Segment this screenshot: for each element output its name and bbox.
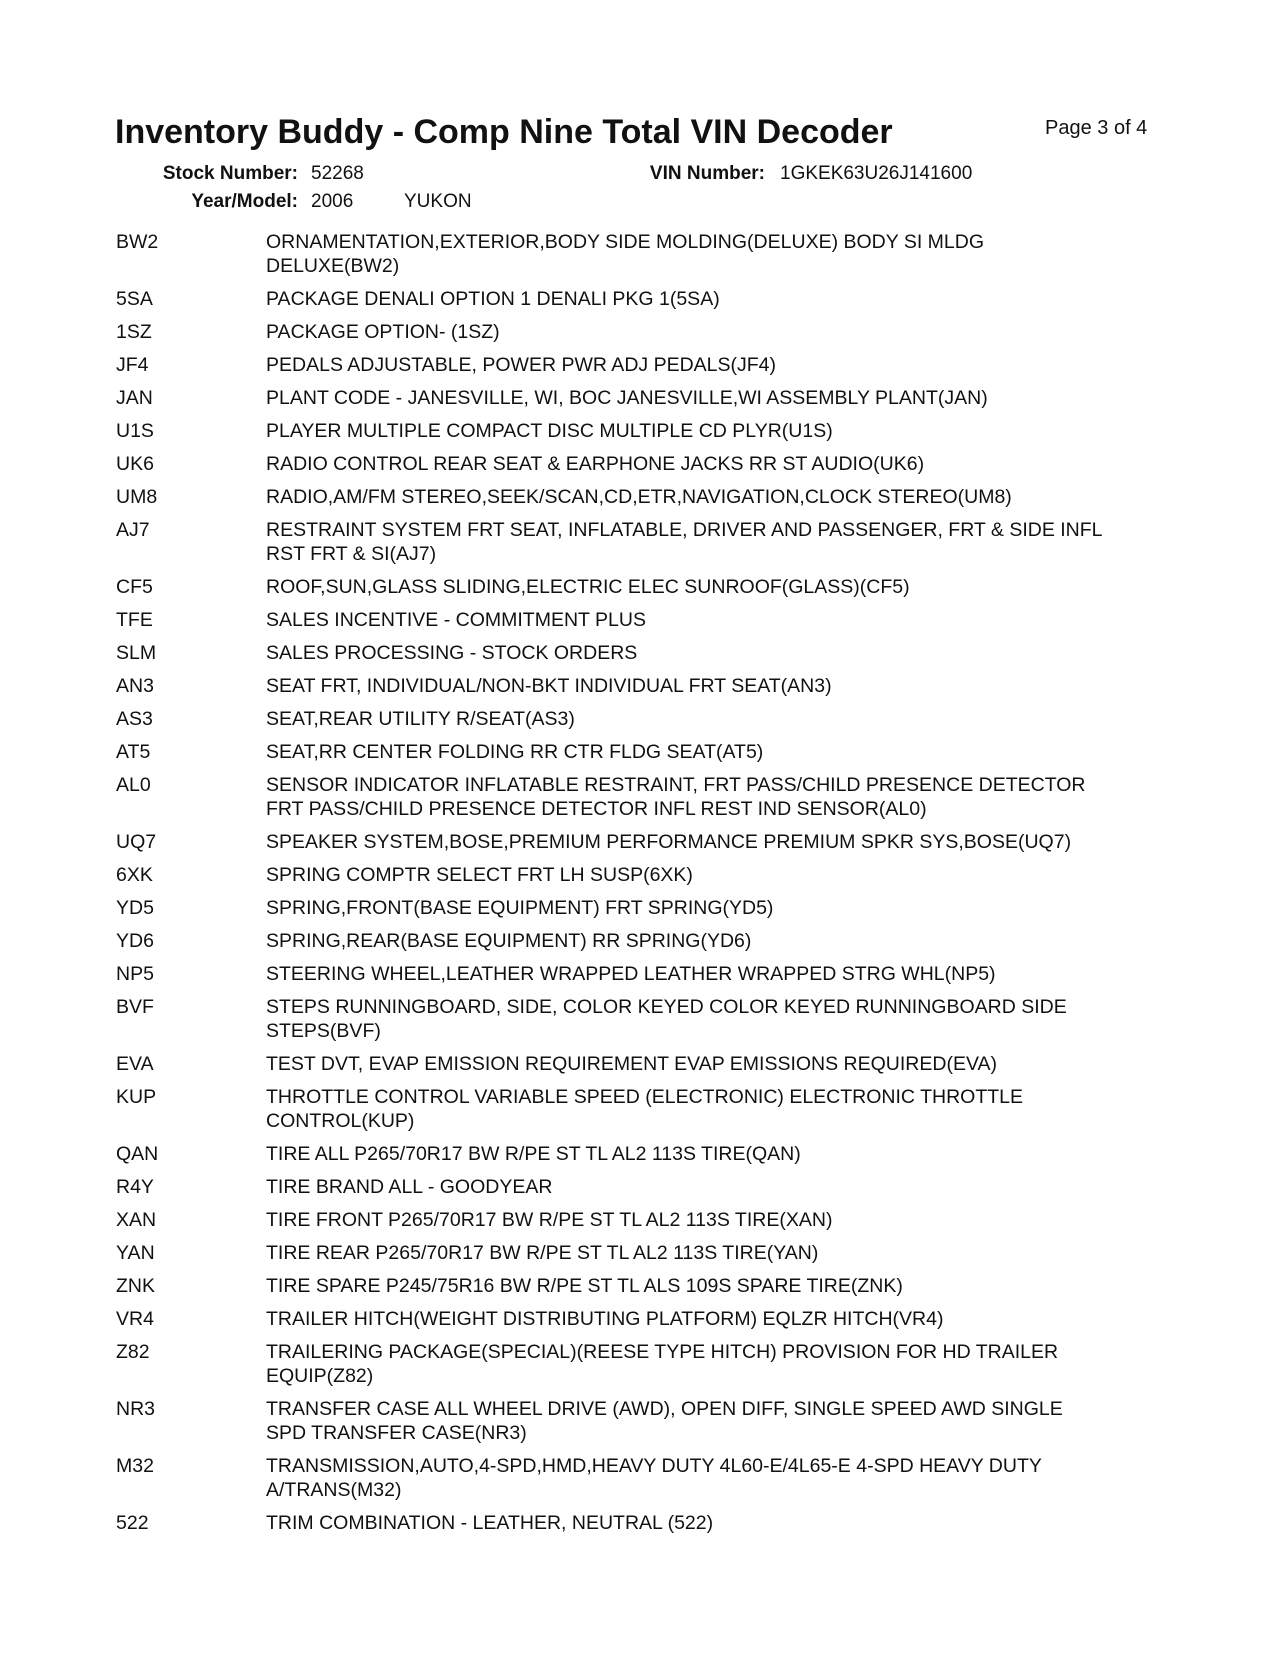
option-code: JAN (116, 387, 153, 409)
vin-number-value: 1GKEK63U26J141600 (780, 163, 973, 184)
option-description: TRANSFER CASE ALL WHEEL DRIVE (AWD), OPEN DIFF, SINGLE SPEED AWD SINGLE SPD TRANSFER CASE(NR3) (266, 1398, 1063, 1444)
option-description: PACKAGE DENALI OPTION 1 DENALI PKG 1(5SA) (266, 288, 720, 310)
option-code: AL0 (116, 774, 151, 796)
option-description: PLAYER MULTIPLE COMPACT DISC MULTIPLE CD PLYR(U1S) (266, 420, 833, 442)
option-code: YD5 (116, 897, 154, 919)
page-number: Page 3 of 4 (1045, 117, 1148, 139)
option-description: THROTTLE CONTROL VARIABLE SPEED (ELECTRONIC) ELECTRONIC THROTTLE CONTROL(KUP) (266, 1086, 1023, 1132)
option-description: SEAT,REAR UTILITY R/SEAT(AS3) (266, 708, 575, 730)
option-description: STEERING WHEEL,LEATHER WRAPPED LEATHER WRAPPED STRG WHL(NP5) (266, 963, 996, 985)
option-code: EVA (116, 1053, 154, 1075)
option-code: KUP (116, 1086, 157, 1108)
option-code: XAN (116, 1209, 157, 1231)
option-code: SLM (116, 642, 157, 664)
option-description: TRAILERING PACKAGE(SPECIAL)(REESE TYPE HITCH) PROVISION FOR HD TRAILER EQUIP(Z82) (266, 1341, 1059, 1387)
option-description: PACKAGE OPTION- (1SZ) (266, 321, 500, 343)
model-value: YUKON (404, 191, 472, 212)
option-description: SALES PROCESSING - STOCK ORDERS (266, 642, 638, 664)
stock-number-value: 52268 (311, 163, 364, 184)
vin-number-label: VIN Number: (649, 163, 765, 184)
option-code: BVF (116, 996, 154, 1018)
option-code: TFE (116, 609, 153, 631)
option-description: RADIO,AM/FM STEREO,SEEK/SCAN,CD,ETR,NAVIGATION,CLOCK STEREO(UM8) (266, 486, 1012, 508)
option-description: TEST DVT, EVAP EMISSION REQUIREMENT EVAP EMISSIONS REQUIRED(EVA) (266, 1053, 998, 1075)
option-code: VR4 (116, 1308, 154, 1330)
option-description: TIRE REAR P265/70R17 BW R/PE ST TL AL2 113S TIRE(YAN) (266, 1242, 819, 1264)
option-description: SENSOR INDICATOR INFLATABLE RESTRAINT, FRT PASS/CHILD PRESENCE DETECTOR FRT PASS/CHILD PRESENCE DETECTOR INFL REST IND SENSOR(AL0) (266, 774, 1086, 820)
option-code: NR3 (116, 1398, 156, 1420)
option-code: 1SZ (116, 321, 152, 343)
option-description: STEPS RUNNINGBOARD, SIDE, COLOR KEYED COLOR KEYED RUNNINGBOARD SIDE STEPS(BVF) (266, 996, 1067, 1042)
year-value: 2006 (311, 191, 354, 212)
option-code: R4Y (116, 1176, 154, 1198)
option-description: SALES INCENTIVE - COMMITMENT PLUS (266, 609, 646, 631)
option-code: YD6 (116, 930, 154, 952)
option-code: JF4 (116, 354, 149, 376)
option-description: SPRING,REAR(BASE EQUIPMENT) RR SPRING(YD6) (266, 930, 752, 952)
option-description: SEAT,RR CENTER FOLDING RR CTR FLDG SEAT(AT5) (266, 741, 764, 763)
option-code: AT5 (116, 741, 151, 763)
option-description: ROOF,SUN,GLASS SLIDING,ELECTRIC ELEC SUNROOF(GLASS)(CF5) (266, 576, 910, 598)
option-description: SPRING,FRONT(BASE EQUIPMENT) FRT SPRING(YD5) (266, 897, 774, 919)
option-code: QAN (116, 1143, 159, 1165)
option-code: ZNK (116, 1275, 155, 1297)
option-code: NP5 (116, 963, 154, 985)
option-code: AS3 (116, 708, 153, 730)
option-description: PLANT CODE - JANESVILLE, WI, BOC JANESVILLE,WI ASSEMBLY PLANT(JAN) (266, 387, 988, 409)
option-description: TIRE BRAND ALL - GOODYEAR (266, 1176, 553, 1198)
option-description: SEAT FRT, INDIVIDUAL/NON-BKT INDIVIDUAL FRT SEAT(AN3) (266, 675, 832, 697)
option-code: 5SA (116, 288, 153, 310)
option-description: RADIO CONTROL REAR SEAT & EARPHONE JACKS RR ST AUDIO(UK6) (266, 453, 925, 475)
option-description: TIRE ALL P265/70R17 BW R/PE ST TL AL2 113S TIRE(QAN) (266, 1143, 801, 1165)
option-code: U1S (116, 420, 154, 442)
option-code: UQ7 (116, 831, 157, 853)
option-code: 6XK (116, 864, 153, 886)
option-description: TRANSMISSION,AUTO,4-SPD,HMD,HEAVY DUTY 4L60-E/4L65-E 4-SPD HEAVY DUTY A/TRANS(M32) (266, 1455, 1042, 1501)
document-title: Inventory Buddy - Comp Nine Total VIN Decoder (115, 113, 893, 151)
stock-number-label: Stock Number: (162, 163, 298, 184)
option-code: BW2 (116, 231, 159, 253)
option-description: PEDALS ADJUSTABLE, POWER PWR ADJ PEDALS(JF4) (266, 354, 777, 376)
option-code: AN3 (116, 675, 154, 697)
option-code: UK6 (116, 453, 154, 475)
option-code: AJ7 (116, 519, 150, 541)
option-description: ORNAMENTATION,EXTERIOR,BODY SIDE MOLDING(DELUXE) BODY SI MLDG DELUXE(BW2) (266, 231, 984, 277)
option-code: 522 (116, 1512, 149, 1534)
option-code: Z82 (116, 1341, 150, 1363)
option-description: SPRING COMPTR SELECT FRT LH SUSP(6XK) (266, 864, 693, 886)
year-model-label: Year/Model: (191, 191, 298, 212)
option-code: YAN (116, 1242, 155, 1264)
option-description: RESTRAINT SYSTEM FRT SEAT, INFLATABLE, DRIVER AND PASSENGER, FRT & SIDE INFL RST FRT & SI(AJ7) (266, 519, 1103, 565)
option-description: SPEAKER SYSTEM,BOSE,PREMIUM PERFORMANCE PREMIUM SPKR SYS,BOSE(UQ7) (266, 831, 1072, 853)
option-description: TRAILER HITCH(WEIGHT DISTRIBUTING PLATFORM) EQLZR HITCH(VR4) (266, 1308, 944, 1330)
option-description: TRIM COMBINATION - LEATHER, NEUTRAL (522) (266, 1512, 714, 1534)
option-code: UM8 (116, 486, 158, 508)
option-code: M32 (116, 1455, 154, 1477)
option-code: CF5 (116, 576, 153, 598)
option-description: TIRE FRONT P265/70R17 BW R/PE ST TL AL2 113S TIRE(XAN) (266, 1209, 833, 1231)
option-description: TIRE SPARE P245/75R16 BW R/PE ST TL ALS 109S SPARE TIRE(ZNK) (266, 1275, 903, 1297)
